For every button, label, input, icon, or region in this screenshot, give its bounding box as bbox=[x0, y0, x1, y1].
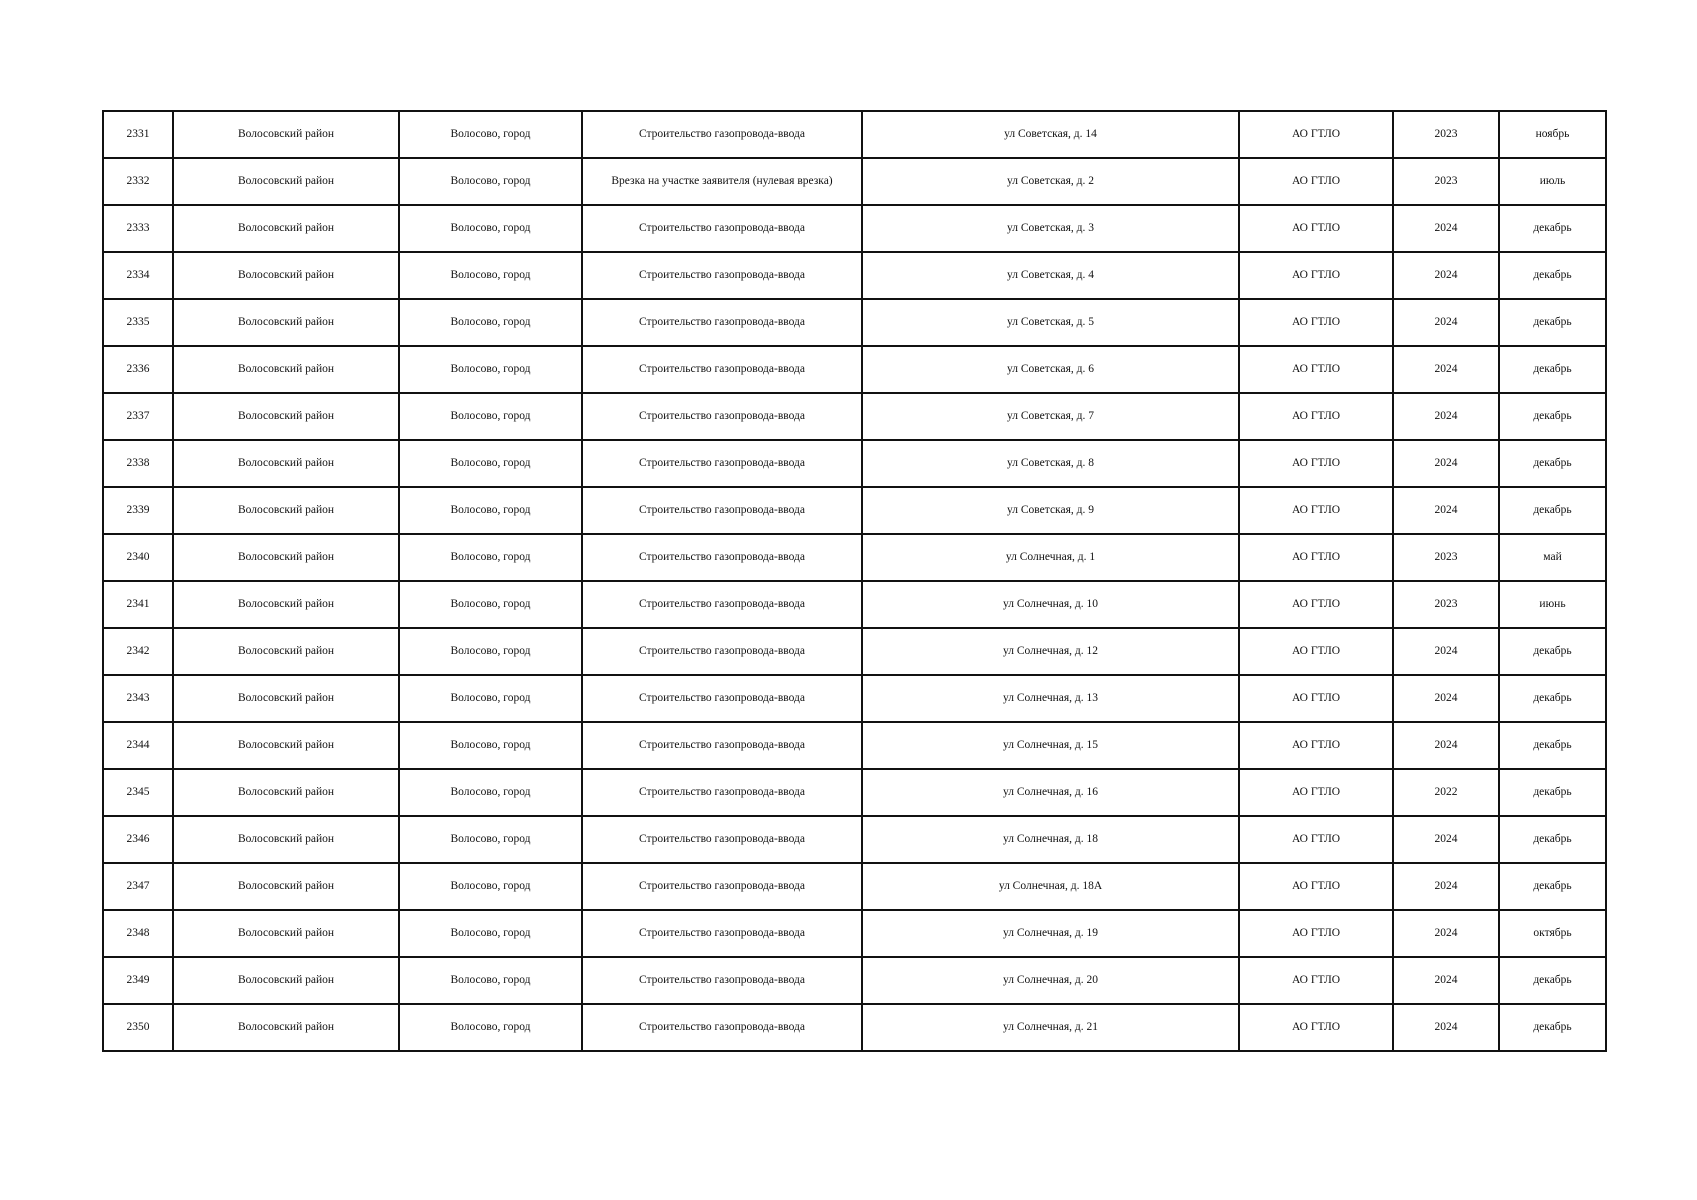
cell-organization: АО ГТЛО bbox=[1239, 346, 1393, 393]
cell-work-type: Строительство газопровода-ввода bbox=[582, 111, 862, 158]
cell-district: Волосовский район bbox=[173, 440, 399, 487]
cell-month: декабрь bbox=[1499, 675, 1606, 722]
cell-district: Волосовский район bbox=[173, 346, 399, 393]
cell-month: октябрь bbox=[1499, 910, 1606, 957]
cell-month: декабрь bbox=[1499, 487, 1606, 534]
cell-district: Волосовский район bbox=[173, 722, 399, 769]
cell-address: ул Солнечная, д. 15 bbox=[862, 722, 1239, 769]
cell-work-type: Строительство газопровода-ввода bbox=[582, 487, 862, 534]
cell-settlement: Волосово, город bbox=[399, 205, 582, 252]
cell-settlement: Волосово, город bbox=[399, 910, 582, 957]
table-row bbox=[103, 628, 1606, 675]
cell-settlement: Волосово, город bbox=[399, 722, 582, 769]
cell-settlement: Волосово, город bbox=[399, 346, 582, 393]
cell-work-type: Строительство газопровода-ввода bbox=[582, 299, 862, 346]
cell-work-type: Строительство газопровода-ввода bbox=[582, 205, 862, 252]
cell-work-type: Строительство газопровода-ввода bbox=[582, 675, 862, 722]
cell-month: декабрь bbox=[1499, 863, 1606, 910]
cell-organization: АО ГТЛО bbox=[1239, 393, 1393, 440]
cell-year: 2024 bbox=[1393, 252, 1499, 299]
cell-work-type: Строительство газопровода-ввода bbox=[582, 863, 862, 910]
cell-organization: АО ГТЛО bbox=[1239, 252, 1393, 299]
cell-organization: АО ГТЛО bbox=[1239, 111, 1393, 158]
table-row bbox=[103, 205, 1606, 252]
cell-organization: АО ГТЛО bbox=[1239, 487, 1393, 534]
cell-number: 2338 bbox=[103, 440, 173, 487]
gasification-table bbox=[102, 110, 1607, 1052]
cell-address: ул Советская, д. 7 bbox=[862, 393, 1239, 440]
cell-district: Волосовский район bbox=[173, 534, 399, 581]
cell-district: Волосовский район bbox=[173, 628, 399, 675]
cell-month: декабрь bbox=[1499, 205, 1606, 252]
cell-year: 2024 bbox=[1393, 722, 1499, 769]
cell-month: декабрь bbox=[1499, 393, 1606, 440]
cell-settlement: Волосово, город bbox=[399, 628, 582, 675]
cell-number: 2333 bbox=[103, 205, 173, 252]
cell-address: ул Советская, д. 3 bbox=[862, 205, 1239, 252]
cell-number: 2344 bbox=[103, 722, 173, 769]
cell-address: ул Солнечная, д. 20 bbox=[862, 957, 1239, 1004]
cell-number: 2335 bbox=[103, 299, 173, 346]
cell-month: декабрь bbox=[1499, 299, 1606, 346]
cell-district: Волосовский район bbox=[173, 816, 399, 863]
cell-organization: АО ГТЛО bbox=[1239, 675, 1393, 722]
table-row bbox=[103, 863, 1606, 910]
cell-settlement: Волосово, город bbox=[399, 487, 582, 534]
cell-district: Волосовский район bbox=[173, 111, 399, 158]
cell-district: Волосовский район bbox=[173, 675, 399, 722]
cell-organization: АО ГТЛО bbox=[1239, 158, 1393, 205]
cell-number: 2334 bbox=[103, 252, 173, 299]
cell-organization: АО ГТЛО bbox=[1239, 816, 1393, 863]
table-row bbox=[103, 534, 1606, 581]
cell-organization: АО ГТЛО bbox=[1239, 581, 1393, 628]
cell-address: ул Советская, д. 14 bbox=[862, 111, 1239, 158]
cell-district: Волосовский район bbox=[173, 299, 399, 346]
cell-district: Волосовский район bbox=[173, 158, 399, 205]
cell-address: ул Солнечная, д. 16 bbox=[862, 769, 1239, 816]
cell-month: декабрь bbox=[1499, 722, 1606, 769]
table-row bbox=[103, 346, 1606, 393]
table-row bbox=[103, 111, 1606, 158]
table-row bbox=[103, 816, 1606, 863]
cell-settlement: Волосово, город bbox=[399, 675, 582, 722]
cell-organization: АО ГТЛО bbox=[1239, 299, 1393, 346]
cell-work-type: Врезка на участке заявителя (нулевая врезка) bbox=[582, 158, 862, 205]
cell-settlement: Волосово, город bbox=[399, 769, 582, 816]
cell-address: ул Советская, д. 6 bbox=[862, 346, 1239, 393]
cell-work-type: Строительство газопровода-ввода bbox=[582, 346, 862, 393]
cell-district: Волосовский район bbox=[173, 863, 399, 910]
cell-work-type: Строительство газопровода-ввода bbox=[582, 910, 862, 957]
cell-organization: АО ГТЛО bbox=[1239, 628, 1393, 675]
cell-settlement: Волосово, город bbox=[399, 581, 582, 628]
cell-month: декабрь bbox=[1499, 957, 1606, 1004]
table-row bbox=[103, 675, 1606, 722]
table-row bbox=[103, 158, 1606, 205]
cell-work-type: Строительство газопровода-ввода bbox=[582, 1004, 862, 1051]
cell-organization: АО ГТЛО bbox=[1239, 910, 1393, 957]
cell-month: декабрь bbox=[1499, 440, 1606, 487]
cell-organization: АО ГТЛО bbox=[1239, 205, 1393, 252]
cell-district: Волосовский район bbox=[173, 910, 399, 957]
cell-year: 2024 bbox=[1393, 1004, 1499, 1051]
cell-year: 2022 bbox=[1393, 769, 1499, 816]
cell-address: ул Солнечная, д. 18 bbox=[862, 816, 1239, 863]
cell-address: ул Солнечная, д. 21 bbox=[862, 1004, 1239, 1051]
cell-number: 2331 bbox=[103, 111, 173, 158]
cell-year: 2024 bbox=[1393, 957, 1499, 1004]
table-row bbox=[103, 910, 1606, 957]
cell-number: 2346 bbox=[103, 816, 173, 863]
cell-district: Волосовский район bbox=[173, 393, 399, 440]
cell-settlement: Волосово, город bbox=[399, 440, 582, 487]
cell-year: 2023 bbox=[1393, 534, 1499, 581]
cell-district: Волосовский район bbox=[173, 1004, 399, 1051]
cell-settlement: Волосово, город bbox=[399, 111, 582, 158]
cell-address: ул Советская, д. 2 bbox=[862, 158, 1239, 205]
cell-district: Волосовский район bbox=[173, 487, 399, 534]
cell-address: ул Солнечная, д. 18А bbox=[862, 863, 1239, 910]
cell-month: декабрь bbox=[1499, 1004, 1606, 1051]
cell-month: июль bbox=[1499, 158, 1606, 205]
cell-district: Волосовский район bbox=[173, 252, 399, 299]
cell-number: 2348 bbox=[103, 910, 173, 957]
cell-work-type: Строительство газопровода-ввода bbox=[582, 252, 862, 299]
cell-district: Волосовский район bbox=[173, 581, 399, 628]
cell-address: ул Советская, д. 8 bbox=[862, 440, 1239, 487]
cell-settlement: Волосово, город bbox=[399, 957, 582, 1004]
cell-settlement: Волосово, город bbox=[399, 393, 582, 440]
cell-organization: АО ГТЛО bbox=[1239, 863, 1393, 910]
cell-month: декабрь bbox=[1499, 816, 1606, 863]
cell-settlement: Волосово, город bbox=[399, 816, 582, 863]
cell-number: 2345 bbox=[103, 769, 173, 816]
cell-number: 2341 bbox=[103, 581, 173, 628]
cell-year: 2023 bbox=[1393, 581, 1499, 628]
table-row bbox=[103, 393, 1606, 440]
cell-month: декабрь bbox=[1499, 252, 1606, 299]
cell-work-type: Строительство газопровода-ввода bbox=[582, 722, 862, 769]
cell-number: 2342 bbox=[103, 628, 173, 675]
cell-month: декабрь bbox=[1499, 628, 1606, 675]
cell-organization: АО ГТЛО bbox=[1239, 769, 1393, 816]
cell-settlement: Волосово, город bbox=[399, 158, 582, 205]
cell-year: 2024 bbox=[1393, 393, 1499, 440]
table-row bbox=[103, 769, 1606, 816]
cell-month: июнь bbox=[1499, 581, 1606, 628]
table-row bbox=[103, 1004, 1606, 1051]
cell-work-type: Строительство газопровода-ввода bbox=[582, 628, 862, 675]
cell-number: 2332 bbox=[103, 158, 173, 205]
cell-address: ул Советская, д. 9 bbox=[862, 487, 1239, 534]
cell-number: 2347 bbox=[103, 863, 173, 910]
cell-year: 2024 bbox=[1393, 440, 1499, 487]
cell-organization: АО ГТЛО bbox=[1239, 440, 1393, 487]
cell-number: 2337 bbox=[103, 393, 173, 440]
cell-month: декабрь bbox=[1499, 769, 1606, 816]
cell-work-type: Строительство газопровода-ввода bbox=[582, 816, 862, 863]
cell-work-type: Строительство газопровода-ввода bbox=[582, 393, 862, 440]
cell-work-type: Строительство газопровода-ввода bbox=[582, 957, 862, 1004]
table-body bbox=[103, 111, 1606, 1051]
table-row bbox=[103, 440, 1606, 487]
cell-number: 2336 bbox=[103, 346, 173, 393]
cell-month: ноябрь bbox=[1499, 111, 1606, 158]
cell-year: 2024 bbox=[1393, 205, 1499, 252]
cell-year: 2024 bbox=[1393, 346, 1499, 393]
cell-organization: АО ГТЛО bbox=[1239, 957, 1393, 1004]
cell-address: ул Солнечная, д. 12 bbox=[862, 628, 1239, 675]
table-row bbox=[103, 581, 1606, 628]
cell-work-type: Строительство газопровода-ввода bbox=[582, 534, 862, 581]
cell-organization: АО ГТЛО bbox=[1239, 1004, 1393, 1051]
cell-year: 2024 bbox=[1393, 628, 1499, 675]
cell-settlement: Волосово, город bbox=[399, 534, 582, 581]
cell-work-type: Строительство газопровода-ввода bbox=[582, 769, 862, 816]
cell-number: 2339 bbox=[103, 487, 173, 534]
cell-settlement: Волосово, город bbox=[399, 863, 582, 910]
cell-year: 2024 bbox=[1393, 487, 1499, 534]
cell-month: декабрь bbox=[1499, 346, 1606, 393]
cell-organization: АО ГТЛО bbox=[1239, 722, 1393, 769]
cell-district: Волосовский район bbox=[173, 205, 399, 252]
cell-year: 2023 bbox=[1393, 111, 1499, 158]
cell-settlement: Волосово, город bbox=[399, 252, 582, 299]
cell-month: май bbox=[1499, 534, 1606, 581]
table-row bbox=[103, 252, 1606, 299]
cell-settlement: Волосово, город bbox=[399, 299, 582, 346]
table-row bbox=[103, 722, 1606, 769]
cell-number: 2340 bbox=[103, 534, 173, 581]
cell-number: 2349 bbox=[103, 957, 173, 1004]
cell-year: 2024 bbox=[1393, 910, 1499, 957]
table-row bbox=[103, 957, 1606, 1004]
cell-organization: АО ГТЛО bbox=[1239, 534, 1393, 581]
cell-year: 2024 bbox=[1393, 863, 1499, 910]
cell-year: 2024 bbox=[1393, 816, 1499, 863]
cell-settlement: Волосово, город bbox=[399, 1004, 582, 1051]
cell-work-type: Строительство газопровода-ввода bbox=[582, 440, 862, 487]
cell-district: Волосовский район bbox=[173, 957, 399, 1004]
cell-number: 2350 bbox=[103, 1004, 173, 1051]
cell-year: 2024 bbox=[1393, 299, 1499, 346]
cell-address: ул Советская, д. 4 bbox=[862, 252, 1239, 299]
cell-address: ул Солнечная, д. 19 bbox=[862, 910, 1239, 957]
cell-work-type: Строительство газопровода-ввода bbox=[582, 581, 862, 628]
cell-year: 2023 bbox=[1393, 158, 1499, 205]
table-row bbox=[103, 487, 1606, 534]
cell-year: 2024 bbox=[1393, 675, 1499, 722]
cell-address: ул Советская, д. 5 bbox=[862, 299, 1239, 346]
cell-number: 2343 bbox=[103, 675, 173, 722]
cell-address: ул Солнечная, д. 10 bbox=[862, 581, 1239, 628]
cell-district: Волосовский район bbox=[173, 769, 399, 816]
cell-address: ул Солнечная, д. 13 bbox=[862, 675, 1239, 722]
table-row bbox=[103, 299, 1606, 346]
cell-address: ул Солнечная, д. 1 bbox=[862, 534, 1239, 581]
